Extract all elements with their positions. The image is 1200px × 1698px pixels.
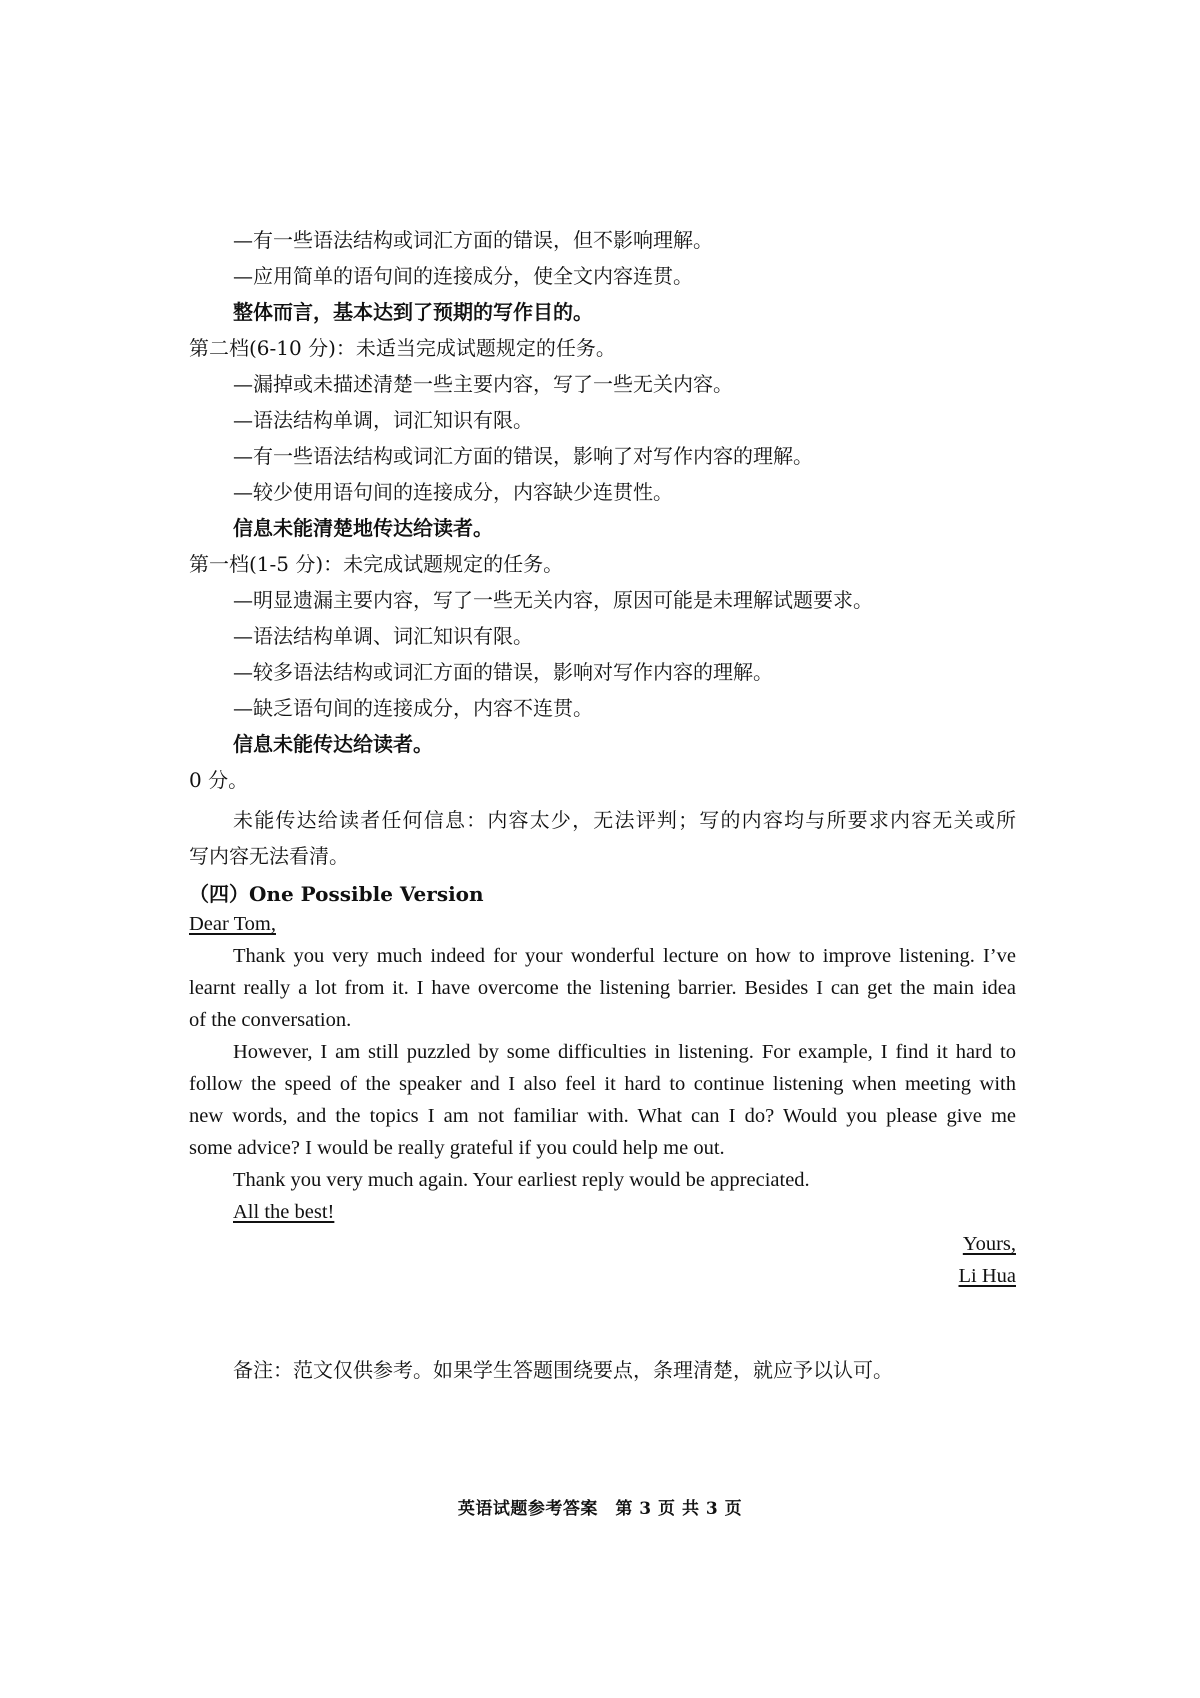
band1-item: —明显遗漏主要内容，写了一些无关内容，原因可能是未理解试题要求。	[233, 588, 873, 612]
letter-paragraph-2-line: some advice? I would be really grateful if you could help me out.	[189, 1137, 725, 1159]
letter-closing: All the best!	[233, 1201, 335, 1223]
letter-paragraph-3: Thank you very much again. Your earliest reply would be appreciated.	[233, 1169, 810, 1191]
band3-item-3: —有一些语法结构或词汇方面的错误，但不影响理解。	[233, 228, 713, 252]
letter-signature: Li Hua	[958, 1265, 1016, 1287]
band0-heading: 0 分。	[189, 768, 249, 792]
band3-summary: 整体而言，基本达到了预期的写作目的。	[233, 300, 593, 324]
reference-note: 备注：范文仅供参考。如果学生答题围绕要点，条理清楚，就应予以认可。	[233, 1358, 893, 1382]
letter-paragraph-1-line: of the conversation.	[189, 1009, 352, 1031]
letter-paragraph-1-line: Thank you very much indeed for your wonderful lecture on how to improve listening. I’ve	[233, 945, 1016, 967]
band2-item: —漏掉或未描述清楚一些主要内容，写了一些无关内容。	[233, 372, 733, 396]
band2-item: —语法结构单调，词汇知识有限。	[233, 408, 533, 432]
band1-heading: 第一档(1-5 分)：未完成试题规定的任务。	[189, 552, 564, 576]
band3-item-4: —应用简单的语句间的连接成分，使全文内容连贯。	[233, 264, 693, 288]
sample-heading: （四）One Possible Version	[189, 882, 484, 906]
band2-item: —有一些语法结构或词汇方面的错误，影响了对写作内容的理解。	[233, 444, 813, 468]
band1-item: —语法结构单调、词汇知识有限。	[233, 624, 533, 648]
letter-paragraph-2-line: new words, and the topics I am not familiar with. What can I do? Would you please give me	[189, 1105, 1016, 1127]
letter-salutation: Dear Tom,	[189, 913, 276, 935]
band1-item: —较多语法结构或词汇方面的错误，影响对写作内容的理解。	[233, 660, 773, 684]
letter-paragraph-2-line: follow the speed of the speaker and I also feel it hard to continue listening when meeting with	[189, 1073, 1016, 1095]
band0-description-line: 未能传达给读者任何信息：内容太少，无法评判；写的内容均与所要求内容无关或所	[233, 808, 1016, 832]
band2-item: —较少使用语句间的连接成分，内容缺少连贯性。	[233, 480, 673, 504]
page-footer: 英语试题参考答案 第 3 页 共 3 页	[457, 1499, 743, 1519]
band1-item: —缺乏语句间的连接成分，内容不连贯。	[233, 696, 593, 720]
letter-paragraph-1-line: learnt really a lot from it. I have overcome the listening barrier. Besides I can get the main idea	[189, 977, 1016, 999]
letter-paragraph-2-line: However, I am still puzzled by some difficulties in listening. For example, I find it hard to	[233, 1041, 1016, 1063]
letter-sign-off: Yours,	[962, 1233, 1016, 1255]
band0-description-line: 写内容无法看清。	[189, 844, 349, 868]
band2-summary: 信息未能清楚地传达给读者。	[233, 516, 493, 540]
band1-summary: 信息未能传达给读者。	[233, 732, 433, 756]
band2-heading: 第二档(6-10 分)：未适当完成试题规定的任务。	[189, 336, 616, 360]
